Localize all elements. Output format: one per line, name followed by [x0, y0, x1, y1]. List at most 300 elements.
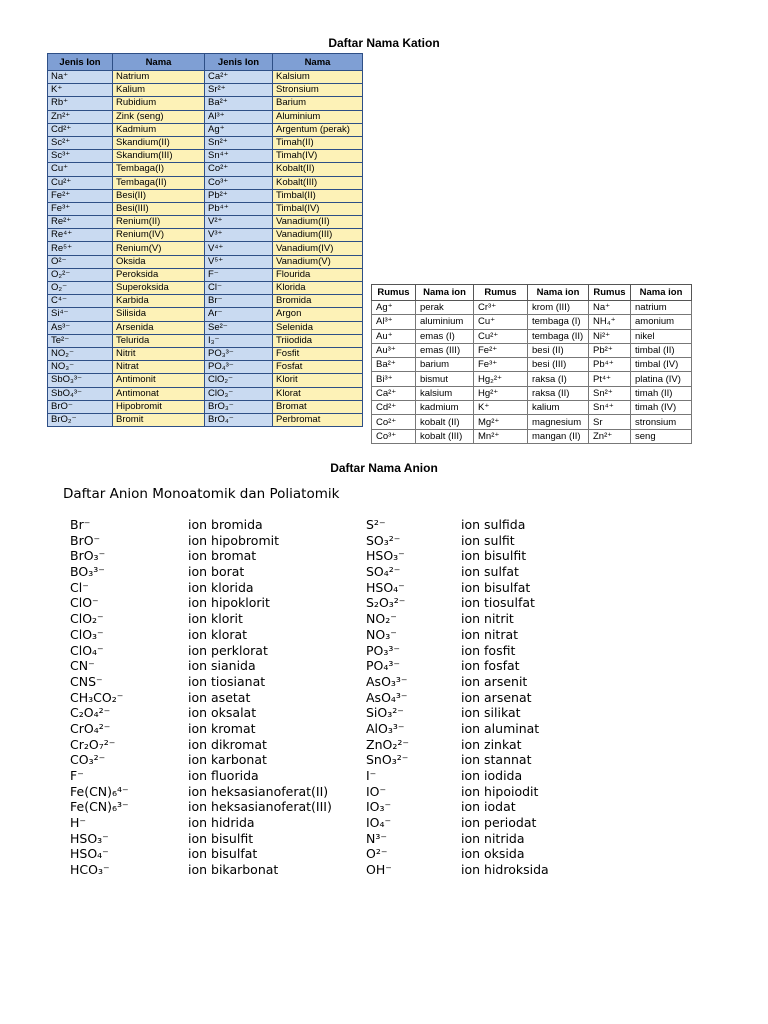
ion-name-cell: krom (III): [528, 301, 589, 315]
table-row: [48, 136, 363, 149]
ion-symbol-cell: Sc³⁺: [48, 150, 113, 163]
formula-cell: NH₄⁺: [589, 315, 631, 329]
ion-name-cell: kalium: [528, 401, 589, 415]
list-item: [366, 768, 626, 784]
anion-formula: PO₄³⁻: [366, 658, 400, 674]
list-item: [70, 862, 360, 878]
anion-formula: SO₃²⁻: [366, 532, 401, 548]
ion-symbol-cell: Re⁴⁺: [48, 229, 113, 242]
ion-name-cell: Peroksida: [113, 268, 205, 281]
table-row: [372, 415, 692, 429]
table-row: [48, 387, 363, 400]
anion-name: ion dikromat: [188, 736, 267, 752]
list-item: [70, 658, 360, 674]
list-item: [70, 737, 360, 753]
anion-formula: SnO₃²⁻: [366, 752, 409, 768]
ion-symbol-cell: O₂⁻: [48, 282, 113, 295]
table-row: [372, 301, 692, 315]
ion-symbol-cell: BrO⁻: [48, 400, 113, 413]
ion-name-cell: barium: [416, 358, 474, 372]
anion-formula: IO₃⁻: [366, 799, 392, 815]
ion-name-cell: kadmium: [416, 401, 474, 415]
anion-name: ion nitrida: [461, 830, 525, 846]
formula-cell: Mg²⁺: [474, 415, 528, 429]
ion-symbol-cell: ClO₃⁻: [205, 387, 273, 400]
ion-name-cell: Timah(II): [273, 136, 363, 149]
anion-name: ion bikarbonat: [188, 862, 279, 878]
list-item: [366, 611, 626, 627]
anion-name: ion nitrat: [461, 626, 519, 642]
table-row: [48, 123, 363, 136]
formula-cell: Co²⁺: [372, 415, 416, 429]
list-item: [70, 548, 360, 564]
ion-name-cell: Bromat: [273, 400, 363, 413]
ion-name-cell: Vanadium(IV): [273, 242, 363, 255]
ion-symbol-cell: V⁵⁺: [205, 255, 273, 268]
ion-symbol-cell: Cu⁺: [48, 163, 113, 176]
ion-symbol-cell: NO₃⁻: [48, 361, 113, 374]
anion-name: ion nitrit: [461, 611, 514, 627]
ion-name-cell: Tembaga(I): [113, 163, 205, 176]
list-item: [366, 831, 626, 847]
ion-symbol-cell: Sn²⁺: [205, 136, 273, 149]
ion-name-cell: Timbal(II): [273, 189, 363, 202]
anion-name: ion fosfit: [461, 642, 516, 658]
ion-name-cell: Vanadium(V): [273, 255, 363, 268]
list-item: [70, 674, 360, 690]
list-item: [70, 611, 360, 627]
ion-name-cell: Bromit: [113, 413, 205, 426]
table-row: [48, 268, 363, 281]
anion-formula: SiO₃²⁻: [366, 705, 404, 721]
anion-formula: C₂O₄²⁻: [70, 705, 111, 721]
ion-name-cell: Timbal(IV): [273, 202, 363, 215]
table-row: [372, 343, 692, 357]
anion-name: ion hipoiodit: [461, 783, 539, 799]
anion-name: ion tiosulfat: [461, 595, 535, 611]
ion-symbol-cell: NO₂⁻: [48, 347, 113, 360]
column-header: Rumus: [474, 285, 528, 301]
anion-formula: CN⁻: [70, 658, 95, 674]
list-item: [70, 580, 360, 596]
anion-name: ion kromat: [188, 720, 256, 736]
anion-formula: HSO₄⁻: [70, 846, 109, 862]
ion-name-cell: Nitrit: [113, 347, 205, 360]
ion-name-cell: Skandium(III): [113, 150, 205, 163]
anion-name: ion hidroksida: [461, 862, 549, 878]
column-header: Nama ion: [631, 285, 692, 301]
ion-name-cell: kobalt (III): [416, 429, 474, 443]
ion-symbol-cell: V³⁺: [205, 229, 273, 242]
list-item: [70, 799, 360, 815]
list-item: [70, 784, 360, 800]
anion-name: ion sulfat: [461, 564, 519, 580]
anion-name: ion fluorida: [188, 768, 259, 783]
formula-cell: Ca²⁺: [372, 386, 416, 400]
list-item: [366, 799, 626, 815]
ion-name-cell: timbal (II): [631, 343, 692, 357]
table-row: [48, 347, 363, 360]
formula-cell: Mn²⁺: [474, 429, 528, 443]
ion-name-cell: Superoksida: [113, 282, 205, 295]
ion-name-cell: perak: [416, 301, 474, 315]
ion-name-cell: natrium: [631, 301, 692, 315]
anion-name: ion bisulfit: [461, 548, 527, 564]
anion-name: ion arsenat: [461, 689, 532, 705]
list-item: [70, 517, 360, 533]
ion-symbol-cell: BrO₃⁻: [205, 400, 273, 413]
ion-symbol-cell: F⁻: [205, 268, 273, 281]
formula-cell: Pt⁴⁺: [589, 372, 631, 386]
anion-formula: O²⁻: [366, 846, 388, 862]
anion-name: ion fosfat: [461, 658, 520, 674]
table-row: [48, 334, 363, 347]
table-row: [48, 202, 363, 215]
ion-symbol-cell: C⁴⁻: [48, 295, 113, 308]
anion-formula: Br⁻: [70, 517, 91, 532]
ion-name-cell: tembaga (I): [528, 315, 589, 329]
ion-symbol-cell: Pb²⁺: [205, 189, 273, 202]
list-item: [70, 831, 360, 847]
ion-name-cell: Besi(III): [113, 202, 205, 215]
table-row: [48, 216, 363, 229]
ion-name-cell: Barium: [273, 97, 363, 110]
anion-name: ion klorat: [188, 626, 248, 642]
anion-name: ion hidrida: [188, 815, 255, 831]
anion-name: ion asetat: [188, 689, 251, 705]
list-item: [366, 846, 626, 862]
ion-symbol-cell: Re⁵⁺: [48, 242, 113, 255]
table-row: [372, 386, 692, 400]
anion-formula: I⁻: [366, 768, 377, 783]
anion-list-heading: Daftar Anion Monoatomik dan Poliatomik: [63, 486, 340, 502]
list-item: [366, 862, 626, 878]
anion-formula: AlO₃³⁻: [366, 720, 405, 736]
list-item: [70, 846, 360, 862]
anion-formula: BO₃³⁻: [70, 564, 105, 580]
ion-symbol-cell: Fe²⁺: [48, 189, 113, 202]
ion-symbol-cell: Ba²⁺: [205, 97, 273, 110]
list-item: [70, 705, 360, 721]
ion-symbol-cell: Sr²⁺: [205, 84, 273, 97]
formula-cell: Zn²⁺: [589, 429, 631, 443]
anion-formula: CO₃²⁻: [70, 752, 106, 768]
anion-formula: H⁻: [70, 815, 86, 831]
list-item: [70, 595, 360, 611]
anion-name: ion borat: [188, 564, 245, 580]
ion-name-cell: stronsium: [631, 415, 692, 429]
anion-formula: Cl⁻: [70, 579, 89, 595]
ion-name-cell: Skandium(II): [113, 136, 205, 149]
ion-name-cell: Timah(IV): [273, 150, 363, 163]
ion-symbol-cell: Ar⁻: [205, 308, 273, 321]
list-item: [366, 627, 626, 643]
table-row: [48, 295, 363, 308]
ion-symbol-cell: PO₃³⁻: [205, 347, 273, 360]
ion-symbol-cell: ClO₂⁻: [205, 374, 273, 387]
list-item: [70, 752, 360, 768]
table-row: [372, 315, 692, 329]
ion-name-cell: Arsenida: [113, 321, 205, 334]
formula-cell: Sr: [589, 415, 631, 429]
ion-name-cell: kobalt (II): [416, 415, 474, 429]
ion-name-cell: Bromida: [273, 295, 363, 308]
ion-symbol-cell: Zn²⁺: [48, 110, 113, 123]
anion-formula: NO₃⁻: [366, 626, 397, 642]
ion-name-cell: Renium(II): [113, 216, 205, 229]
ion-name-cell: Antimonat: [113, 387, 205, 400]
list-item: [70, 815, 360, 831]
ion-symbol-cell: O²⁻: [48, 255, 113, 268]
ion-symbol-cell: Se²⁻: [205, 321, 273, 334]
ion-name-cell: Argon: [273, 308, 363, 321]
anion-title: Daftar Nama Anion: [330, 461, 438, 475]
ion-name-cell: Zink (seng): [113, 110, 205, 123]
list-item: [70, 564, 360, 580]
table-row: [372, 429, 692, 443]
ion-symbol-cell: Co³⁺: [205, 176, 273, 189]
list-item: [366, 815, 626, 831]
column-header: Jenis Ion: [205, 54, 273, 71]
ion-name-cell: Triiodida: [273, 334, 363, 347]
table-row: [48, 255, 363, 268]
anion-formula: CNS⁻: [70, 673, 103, 689]
ion-name-cell: tembaga (II): [528, 329, 589, 343]
ion-symbol-cell: V²⁺: [205, 216, 273, 229]
anion-name: ion perklorat: [188, 642, 268, 658]
anion-formula: ZnO₂²⁻: [366, 736, 409, 752]
ion-name-cell: seng: [631, 429, 692, 443]
table-row: [48, 189, 363, 202]
anion-formula: F⁻: [70, 768, 84, 783]
formula-cell: Sn²⁺: [589, 386, 631, 400]
ion-symbol-cell: Re²⁺: [48, 216, 113, 229]
ion-name-cell: Karbida: [113, 295, 205, 308]
ion-symbol-cell: Fe³⁺: [48, 202, 113, 215]
list-item: [366, 705, 626, 721]
formula-cell: Bi³⁺: [372, 372, 416, 386]
anion-formula: CH₃CO₂⁻: [70, 689, 124, 705]
ion-name-cell: Natrium: [113, 71, 205, 84]
ion-name-cell: Besi(II): [113, 189, 205, 202]
ion-name-cell: Rubidium: [113, 97, 205, 110]
ion-symbol-cell: Pb⁴⁺: [205, 202, 273, 215]
anion-formula: ClO₃⁻: [70, 626, 104, 642]
anion-name: ion iodida: [461, 768, 523, 783]
anion-formula: IO₄⁻: [366, 815, 392, 831]
list-item: [366, 564, 626, 580]
ion-name-cell: timah (II): [631, 386, 692, 400]
ion-name-cell: Klorat: [273, 387, 363, 400]
list-item: [70, 768, 360, 784]
ion-name-cell: amonium: [631, 315, 692, 329]
ion-name-cell: Klorit: [273, 374, 363, 387]
formula-cell: Pb⁴⁺: [589, 358, 631, 372]
anion-name: ion stannat: [461, 752, 532, 768]
anion-name: ion klorit: [188, 611, 243, 627]
ion-symbol-cell: BrO₂⁻: [48, 413, 113, 426]
table-row: [372, 401, 692, 415]
ion-name-cell: Vanadium(III): [273, 229, 363, 242]
ion-name-cell: Aluminium: [273, 110, 363, 123]
ion-name-cell: timah (IV): [631, 401, 692, 415]
anion-formula: HSO₃⁻: [366, 548, 405, 564]
table-row: [48, 321, 363, 334]
ion-symbol-cell: BrO₄⁻: [205, 413, 273, 426]
ion-name-cell: magnesium: [528, 415, 589, 429]
table-row: [48, 282, 363, 295]
anion-name: ion bromat: [188, 548, 257, 564]
list-item: [70, 627, 360, 643]
ion-name-cell: Perbromat: [273, 413, 363, 426]
formula-cell: Al³⁺: [372, 315, 416, 329]
anion-name: ion sulfit: [461, 532, 515, 548]
list-item: [366, 595, 626, 611]
ion-name-cell: Nitrat: [113, 361, 205, 374]
table-row: [48, 150, 363, 163]
ion-name-cell: Telurida: [113, 334, 205, 347]
ion-name-cell: platina (IV): [631, 372, 692, 386]
anion-formula: HSO₃⁻: [70, 830, 109, 846]
table-row: [372, 329, 692, 343]
list-item: [366, 658, 626, 674]
list-item: [366, 690, 626, 706]
anion-name: ion oksida: [461, 846, 525, 862]
ion-name-cell: Oksida: [113, 255, 205, 268]
ion-symbol-cell: I₃⁻: [205, 334, 273, 347]
ion-symbol-cell: As³⁻: [48, 321, 113, 334]
ion-symbol-cell: K⁺: [48, 84, 113, 97]
anion-formula: AsO₃³⁻: [366, 673, 408, 689]
column-header: Nama ion: [528, 285, 589, 301]
list-item: [366, 737, 626, 753]
formula-cell: Ni²⁺: [589, 329, 631, 343]
ion-name-cell: kalsium: [416, 386, 474, 400]
anion-name: ion hipoklorit: [188, 595, 270, 611]
ion-name-cell: Flourida: [273, 268, 363, 281]
anion-formula: OH⁻: [366, 862, 392, 878]
anion-formula: CrO₄²⁻: [70, 720, 111, 736]
column-header: Jenis Ion: [48, 54, 113, 71]
ion-symbol-cell: Ag⁺: [205, 123, 273, 136]
table-row: [48, 97, 363, 110]
ion-symbol-cell: Si⁴⁻: [48, 308, 113, 321]
anion-name: ion heksasianoferat(III): [188, 799, 332, 815]
anion-formula: PO₃³⁻: [366, 642, 400, 658]
formula-cell: Hg²⁺: [474, 386, 528, 400]
anion-formula: AsO₄³⁻: [366, 689, 408, 705]
anion-formula: N³⁻: [366, 830, 387, 846]
list-item: [366, 533, 626, 549]
ion-name-cell: bismut: [416, 372, 474, 386]
ion-symbol-cell: Co²⁺: [205, 163, 273, 176]
list-item: [70, 690, 360, 706]
ion-symbol-cell: Cd²⁺: [48, 123, 113, 136]
list-item: [366, 721, 626, 737]
table-row: [48, 413, 363, 426]
ion-name-cell: Renium(V): [113, 242, 205, 255]
anion-name: ion tiosianat: [188, 673, 266, 689]
anion-formula: IO⁻: [366, 783, 387, 799]
column-header: Rumus: [589, 285, 631, 301]
anion-name: ion silikat: [461, 705, 521, 721]
anion-name: ion bromida: [188, 517, 263, 532]
ion-symbol-cell: Rb⁺: [48, 97, 113, 110]
formula-cell: Au⁺: [372, 329, 416, 343]
formula-cell: Pb²⁺: [589, 343, 631, 357]
ion-name-cell: Stronsium: [273, 84, 363, 97]
table-row: [48, 71, 363, 84]
anion-formula: ClO₂⁻: [70, 611, 104, 627]
anion-name: ion bisulfat: [461, 579, 531, 595]
formula-cell: Au³⁺: [372, 343, 416, 357]
anion-formula: NO₂⁻: [366, 611, 397, 627]
anion-name: ion bisulfit: [188, 830, 254, 846]
anion-name: ion sianida: [188, 658, 256, 674]
formula-cell: Cu²⁺: [474, 329, 528, 343]
anion-list-left: [70, 517, 360, 878]
anion-formula: ClO⁻: [70, 595, 99, 611]
ion-name-cell: aluminium: [416, 315, 474, 329]
formula-cell: K⁺: [474, 401, 528, 415]
list-item: [366, 674, 626, 690]
ion-symbol-cell: PO₄³⁻: [205, 361, 273, 374]
list-item: [70, 721, 360, 737]
list-item: [366, 517, 626, 533]
formula-cell: Sn⁴⁺: [589, 401, 631, 415]
ion-symbol-cell: Cl⁻: [205, 282, 273, 295]
ion-name-cell: Argentum (perak): [273, 123, 363, 136]
anion-formula: Fe(CN)₆³⁻: [70, 799, 129, 815]
formula-cell: Ba²⁺: [372, 358, 416, 372]
anion-name: ion karbonat: [188, 752, 267, 768]
list-item: [366, 752, 626, 768]
ion-symbol-cell: V⁴⁺: [205, 242, 273, 255]
table-row: [48, 308, 363, 321]
table-row: [48, 163, 363, 176]
ion-name-cell: emas (III): [416, 343, 474, 357]
anion-formula: Cr₂O₇²⁻: [70, 736, 116, 752]
ion-name-cell: Tembaga(II): [113, 176, 205, 189]
anion-list-right: [366, 517, 626, 878]
table-row: [372, 372, 692, 386]
ion-symbol-cell: SbO₄³⁻: [48, 387, 113, 400]
ion-symbol-cell: SbO₃³⁻: [48, 374, 113, 387]
column-header: Nama: [113, 54, 205, 71]
table-row: [48, 84, 363, 97]
anion-name: ion klorida: [188, 579, 254, 595]
table-row: [48, 242, 363, 255]
list-item: [366, 784, 626, 800]
anion-formula: S₂O₃²⁻: [366, 595, 406, 611]
table-row: [48, 400, 363, 413]
anion-name: ion arsenit: [461, 673, 528, 689]
formula-cell: Fe³⁺: [474, 358, 528, 372]
ion-symbol-cell: Br⁻: [205, 295, 273, 308]
ion-name-cell: Silisida: [113, 308, 205, 321]
column-header: Nama ion: [416, 285, 474, 301]
anion-name: ion bisulfat: [188, 846, 258, 862]
anion-formula: BrO₃⁻: [70, 548, 106, 564]
anion-name: ion periodat: [461, 815, 537, 831]
anion-formula: Fe(CN)₆⁴⁻: [70, 783, 129, 799]
ion-symbol-cell: Te²⁻: [48, 334, 113, 347]
anion-formula: SO₄²⁻: [366, 564, 401, 580]
list-item: [366, 643, 626, 659]
cation-title: Daftar Nama Kation: [328, 36, 440, 50]
list-item: [70, 643, 360, 659]
ion-name-cell: timbal (IV): [631, 358, 692, 372]
